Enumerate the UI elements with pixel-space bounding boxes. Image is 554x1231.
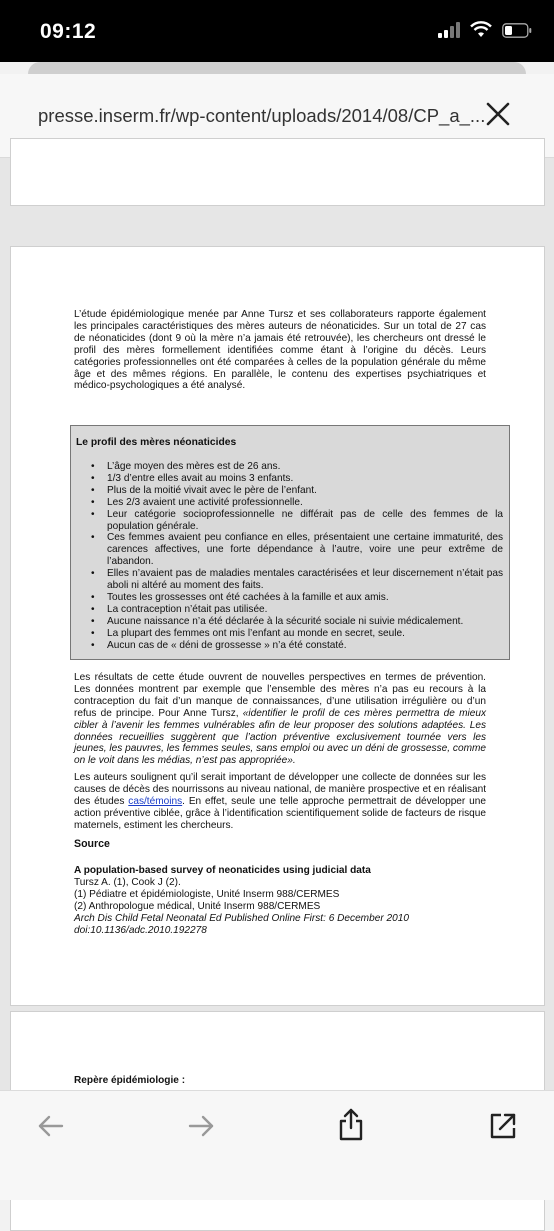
forward-arrow-icon[interactable] <box>186 1111 216 1141</box>
intro-paragraph: L’étude épidémiologique menée par Anne Tursz et ses collaborateurs rapporte également les principales caractéristiques des mères auteurs de néonaticides. Sur un total de 27 cas de néonaticides (dont 9 où la mère n’a jamais été retrouvée), les chercheurs ont dressé le profil des mères formellement identifiées comme étant à l’origine du décès. Leurs catégories professionnelles ont été comparées à celles de la population générale du même âge et des mêmes régions. En parallèle, le contenu des expertises psychiatriques et médico-psychologiques a été analysé. <box>74 309 486 392</box>
battery-icon <box>502 23 532 38</box>
share-icon[interactable] <box>336 1107 366 1141</box>
status-icons <box>438 22 532 38</box>
authors-paragraph <box>74 772 486 832</box>
source-journal: Arch Dis Child Fetal Neonatal Ed Published Online First: 6 December 2010 <box>74 912 409 924</box>
document-viewer[interactable] <box>0 158 554 1108</box>
list-item: • Les 2/3 avaient une activité professionnelle. <box>71 497 503 509</box>
source-heading: Source <box>74 838 110 850</box>
wifi-icon <box>470 22 492 38</box>
close-icon[interactable] <box>484 100 512 128</box>
browser-sheet <box>0 74 554 1200</box>
authors-text-b: . En effet, seule une telle approche permettrait de développer une action préventive ciblée, grâce à l’identification scientifiquement solide de facteurs de risque maternels, estiment les chercheurs. <box>74 795 486 831</box>
list-item: • La plupart des femmes ont mis l’enfant au monde en secret, seule. <box>71 628 503 640</box>
source-doi: doi:10.1136/adc.2010.192278 <box>74 924 207 936</box>
list-item: • Aucun cas de « déni de grossesse » n’a été constaté. <box>71 640 503 652</box>
list-item: • L’âge moyen des mères est de 26 ans. <box>71 461 503 473</box>
prevention-text: Les résultats de cette étude ouvrent de nouvelles perspectives en termes de prévention. Les données montrent par exemple que l’ensemble des mères n’a pas eu recours à la contraception du fait d’un manque de connaissances, d’une utilisation irrégulière ou d’un refus de principe. Pour Anne Tursz, <box>74 672 486 719</box>
list-item: • Elles n’avaient pas de maladies mentales caractérisées et leur discernement n’était pas aboli ni altéré au moment des faits. <box>71 568 503 592</box>
signal-icon <box>438 22 460 38</box>
prevention-paragraph <box>74 672 486 767</box>
profile-box <box>70 425 510 660</box>
list-item: • Ces femmes avaient peu confiance en elles, présentaient une certaine immaturité, des carences affectives, une forte dépendance à l’autre, voire une peur extrême de l’abandon. <box>71 532 503 568</box>
list-item: • 1/3 d’entre elles avait au moins 3 enfants. <box>71 473 503 485</box>
list-item: • Aucune naissance n’a été déclarée à la sécurité sociale ni suivie médicalement. <box>71 616 503 628</box>
open-external-icon[interactable] <box>488 1111 518 1141</box>
authors-text-a: Les auteurs soulignent qu’il serait important de développer une collecte de données sur les causes de décès des nourrissons au niveau national, de manière prospective et en réalisant des études <box>74 772 486 807</box>
repere-title: Repère épidémiologie : <box>74 1075 186 1086</box>
previous-page <box>10 138 545 206</box>
url-text[interactable]: presse.inserm.fr/wp-content/uploads/2014/08/CP_a_... <box>38 105 486 126</box>
bottom-toolbar <box>0 1090 554 1200</box>
list-item: • Leur catégorie socioprofessionnelle ne différait pas de celle des femmes de la population générale. <box>71 509 503 533</box>
prevention-quote: «identifier le profil de ces mères permettra de mieux cibler à l’avenir les femmes vulnérables afin de leur proposer des solutions adaptées. Les données recueillies suggèrent que l’action préventive exclusivement tournée vers les jeunes, les pauvres, les femmes seules, sans emploi ou avec un déni de grossesse, comme on le voit dans les médias, n’est pas appropriée». <box>74 707 487 767</box>
source-authors: Tursz A. (1), Cook J (2). <box>74 876 181 888</box>
profile-box-title: Le profil des mères néonaticides <box>76 437 237 448</box>
source-title: A population-based survey of neonaticides using judicial data <box>74 865 371 876</box>
source-affiliation-1: (1) Pédiatre et épidémiologiste, Unité Inserm 988/CERMES <box>74 888 340 900</box>
status-bar <box>0 0 554 62</box>
cas-temoins-link[interactable]: cas/témoins <box>128 795 183 807</box>
list-item: • Plus de la moitié vivait avec le père de l’enfant. <box>71 485 503 497</box>
profile-list <box>71 461 503 652</box>
list-item: • La contraception n’était pas utilisée. <box>71 604 503 616</box>
source-block <box>74 865 494 936</box>
list-item: • Toutes les grossesses ont été cachées à la famille et aux amis. <box>71 592 503 604</box>
document-page <box>10 246 545 1006</box>
source-affiliation-2: (2) Anthropologue médical, Unité Inserm 988/CERMES <box>74 900 321 912</box>
status-time: 09:12 <box>40 20 97 43</box>
back-arrow-icon[interactable] <box>36 1111 66 1141</box>
